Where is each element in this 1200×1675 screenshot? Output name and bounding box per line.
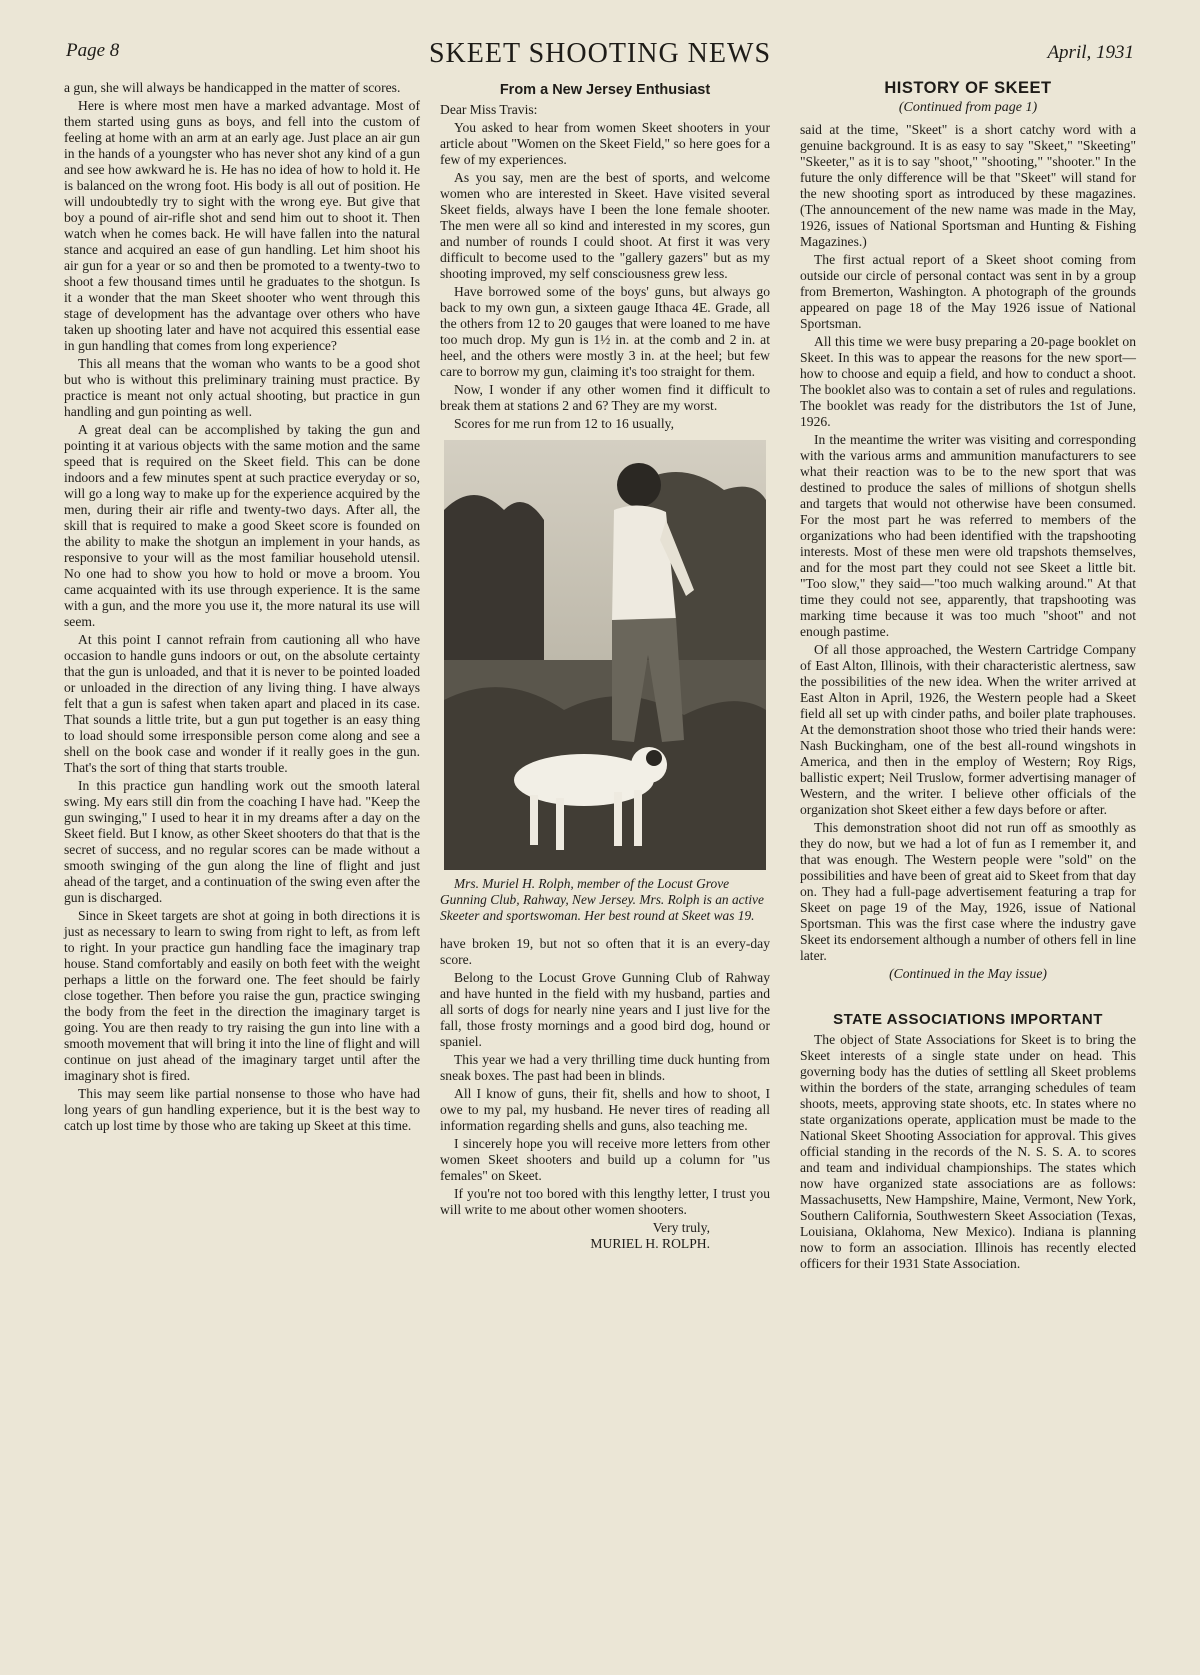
paragraph: Since in Skeet targets are shot at going in both directions it is just as necessary to learn to swing from right to left, as from left to right. In your practice gun handling face the imaginary trap house. Stand comfortably and easily on both feet with the weight perhaps a little on the forward one. The feet should be fairly close together. Then before you raise the gun, practice swinging the body from the feet in the direction the imaginary target is going. You are then ready to try raising the gun into line with a smooth movement that will bring it into the line of flight and will continue on just ahead of the imaginary target until after the imaginary shot is fired. — [64, 908, 420, 1083]
letter-closing: Very truly, — [652, 1220, 710, 1235]
paragraph: At this point I cannot refrain from cautioning all who have occasion to handle guns indoors or out, on the absolute certainty that the gun is unloaded, and that it is never to be pointed loaded or unloaded in the direction of any living thing. I have always felt that a gun is safest when taken apart and placed in its case. That sounds a little trite, but a gun put together is an easy thing to load should some irresponsible person come along and see a shell on the book case and wonder if it really goes in the gun. That's the sort of thing that starts trouble. — [64, 632, 420, 775]
paragraph: Scores for me run from 12 to 16 usually, — [454, 416, 674, 431]
paragraph: This demonstration shoot did not run off as smoothly as they do now, but we had a lot of fun as I remember it, and that was enough. The Western people were "sold" on the possibilities and have been of great aid to Skeet from that day on. They had a full-page advertisement featuring a trap for Skeet on page 19 of the May, 1926, issue of National Sportsman. This was the first case where the industry gave Skeet its endorsement although a number of others fell in line later. — [800, 820, 1136, 963]
column-left — [64, 80, 420, 1136]
paragraph: All this time we were busy preparing a 20-page booklet on Skeet. In this was to appear the reasons for the new sport—how to choose and equip a field, and how to conduct a shoot. The booklet also was to contain a set of rules and regulations. The booklet was ready for the distributors the 1st of June, 1926. — [800, 334, 1136, 429]
paragraph: Now, I wonder if any other women find it difficult to break them at stations 2 and 6? They are my worst. — [440, 382, 770, 413]
continued-note: (Continued from page 1) — [898, 100, 1038, 115]
letter-heading: From a New Jersey Enthusiast — [499, 82, 711, 98]
paragraph: You asked to hear from women Skeet shooters in your article about "Women on the Skeet Field," so here goes for a few of my experiences. — [440, 120, 770, 167]
continued-in-note: (Continued in the May issue) — [889, 966, 1047, 981]
salutation: Dear Miss Travis: — [440, 102, 538, 117]
column-right — [800, 80, 1136, 1274]
masthead-title: SKEET SHOOTING NEWS — [428, 38, 772, 69]
paragraph: Have borrowed some of the boys' guns, but always go back to my own gun, a sixteen gauge Ithaca 4E. Grade, all the others from 12 to 20 gauges that were loaned to me have too much drop. My gun is 1½ in. at the comb and 2 in. at heel, and the others were mostly 3 in. at the heel; but few care to borrow my gun, claiming it's too straight for them. — [440, 284, 770, 379]
paragraph: Belong to the Locust Grove Gunning Club of Rahway and have hunted in the field with my husband, parties and all sorts of dogs for nearly nine years and I just live for the fall, those frosty mornings and a good bird dog, hound or spaniel. — [440, 970, 770, 1049]
article-heading-state-associations: STATE ASSOCIATIONS IMPORTANT — [833, 1011, 1103, 1028]
paragraph: a gun, she will always be handicapped in the matter of scores. — [64, 80, 401, 95]
paragraph: The first actual report of a Skeet shoot coming from outside our circle of personal contact was sent in by a group from Bremerton, Washington. A photograph of the grounds appeared on page 18 of the May 1926 issue of National Sportsman. — [800, 252, 1136, 331]
issue-date: April, 1931 — [1047, 42, 1134, 63]
paragraph: I sincerely hope you will receive more letters from other women Skeet shooters and build up a column for "us females" on Skeet. — [440, 1136, 770, 1183]
page-header — [66, 38, 1134, 72]
paragraph: This may seem like partial nonsense to those who have had long years of gun handling experience, but it is the best way to catch up lost time by those who are taking up Skeet at this time. — [64, 1086, 420, 1133]
paragraph: A great deal can be accomplished by taking the gun and pointing it at various objects with the same motion and the same speed that is required on the Skeet field. This can be done indoors and a few minutes spent at such practice everyday or so, will go a long way to make up for the experience acquired by the men, during their air rifle and twenty-two days. After all, the skill that is required to make a good Skeet score is founded on the ability to make the shotgun an implement in your hands, as responsive to your will as the most familiar household utensil. No one had to show you how to hold or move a broom. You came acquainted with its use through experience. It is the same with a gun, and the more you use it, the more natural its use will seem. — [64, 422, 420, 629]
article-heading: HISTORY OF SKEET — [884, 79, 1052, 97]
paragraph: If you're not too bored with this lengthy letter, I trust you will write to me about other women shooters. — [440, 1186, 770, 1217]
paragraph: The object of State Associations for Skeet is to bring the Skeet interests of a single state under on head. This governing body has the duties of settling all Skeet problems within the borders of the state, arranging schedules of team shoots, meets, approving state shoots, etc. In states where no state organizations operate, application must be made to the National Skeet Shooting Association for approval. This gives official standing in the records of the N. S. S. A. to scores and team and individual championships. The states which now have organized state associations are as follows: Massachusetts, New Hampshire, Maine, Vermont, New York, Southern California, Southwestern Skeet Association (Texas, Louisiana, Oklahoma, New Mexico). Indiana is planning now to form an association. Illinois has recently elected officers for their 1931 State Association. — [800, 1032, 1136, 1271]
page-number: Page 8 — [66, 40, 120, 61]
paragraph: Of all those approached, the Western Cartridge Company of East Alton, Illinois, with their characteristic alertness, saw the possibilities of the new idea. When the writer arrived at East Alton in April, 1926, the Western people had a Skeet field all set up with cinder paths, and boiler plate traphouses. At the demonstration shoot those who tried their hands were: Nash Buckingham, one of the best all-round wingshots in America, and then in the employ of Western; Roy Rigs, ballistic expert; Neil Truslow, former advertising manager of Western, and the writer. I believe other officials of the organization shot Skeet either a few days before or after. — [800, 642, 1136, 817]
paragraph: In the meantime the writer was visiting and corresponding with the various arms and ammunition manufacturers to see what their reaction was to be to the new sport that was destined to produce the sales of millions of shotgun shells and targets that would not otherwise have been consumed. For the most part he was referred to members of the organizations who had been identified with the trapshooting interests. Most of these men were old trapshots themselves, and for the most part they could not see Skeet a little bit. "Too slow," they said—"too much walking around." At that time they could not see, apparently, that trapshooting was marking time because it was too much "shoot" and not enough pastime. — [800, 432, 1136, 639]
letter-signature: MURIEL H. ROLPH. — [590, 1236, 710, 1251]
paragraph: said at the time, "Skeet" is a short catchy word with a genuine background. It is as easy to say "Skeet," "Skeeting" "Skeeter," as it is to say "shoot," "shooting," "shooter." In the future the only difference will be that "Skeet" will stand for the new shooting sport as introduced by these magazines. (The announcement of the new name was made in the May, 1926, issues of National Sportsman and Hunting & Fishing Magazines.) — [800, 122, 1136, 249]
paragraph: have broken 19, but not so often that it is an every-day score. — [440, 936, 770, 967]
column-middle — [440, 80, 770, 1252]
paragraph: This year we had a very thrilling time duck hunting from sneak boxes. The past had been in blinds. — [440, 1052, 770, 1083]
photo-woman-with-dog — [444, 440, 766, 870]
paragraph: This all means that the woman who wants to be a good shot but who is without this preliminary training must practice. By practice is meant not only actual shooting, but practice in gun handling and gun pointing as well. — [64, 356, 420, 419]
paragraph: In this practice gun handling work out the smooth lateral swing. My ears still din from the coaching I have had. "Keep the gun swinging," I used to hear it in my dreams after a day on the Skeet field. But I know, as other Skeet shooters do that that is the secret of success, and no regular scores can be made without a smooth swinging of the gun along the line of flight and just ahead of the target, and a continuation of the swing even after the gun is discharged. — [64, 778, 420, 905]
photo-caption: Mrs. Muriel H. Rolph, member of the Locust Grove Gunning Club, Rahway, New Jersey. Mrs. Rolph is an active Skeeter and sportswoman. Her best round at Skeet was 19. — [440, 876, 764, 923]
paragraph: Here is where most men have a marked advantage. Most of them started using guns as boys, and fell into the custom of feeling at home with an arm at an early age. Just place an air gun in the hands of a youngster who has never shot any kind of a gun and see how awkward he is. He has no idea of how to hold it. He is balanced on the wrong foot. His body is all out of position. He will undoubtedly try to sight with the wrong eye. But give that boy a pound of air-rifle shot and send him out to shoot it. Then watch when he comes back. He will have fallen into the natural stance and acquired an ease of gun handling. Let him shoot his air gun for a year or so and then be promoted to a twenty-two to shoot a few thousand times until he graduates to the shotgun. Is it a wonder that the man Skeet shooter who went through this stage of development has the advantage over others who have taken up shooting later and have not acquired this essential ease in gun handling that comes from long experience? — [64, 98, 420, 353]
paragraph: As you say, men are the best of sports, and welcome women who are interested in Skeet. Have visited several Skeet fields, always have I been the lone female shooter. The men were all so kind and interested in my scores, gun and number of rounds I could shoot. At first it was very difficult to become used to the "gallery gazers" but as my shooting improved, my self consciousness grew less. — [440, 170, 770, 281]
paragraph: All I know of guns, their fit, shells and how to shoot, I owe to my pal, my husband. He never tires of reading all information regarding shells and guns, also teaching me. — [440, 1086, 770, 1133]
